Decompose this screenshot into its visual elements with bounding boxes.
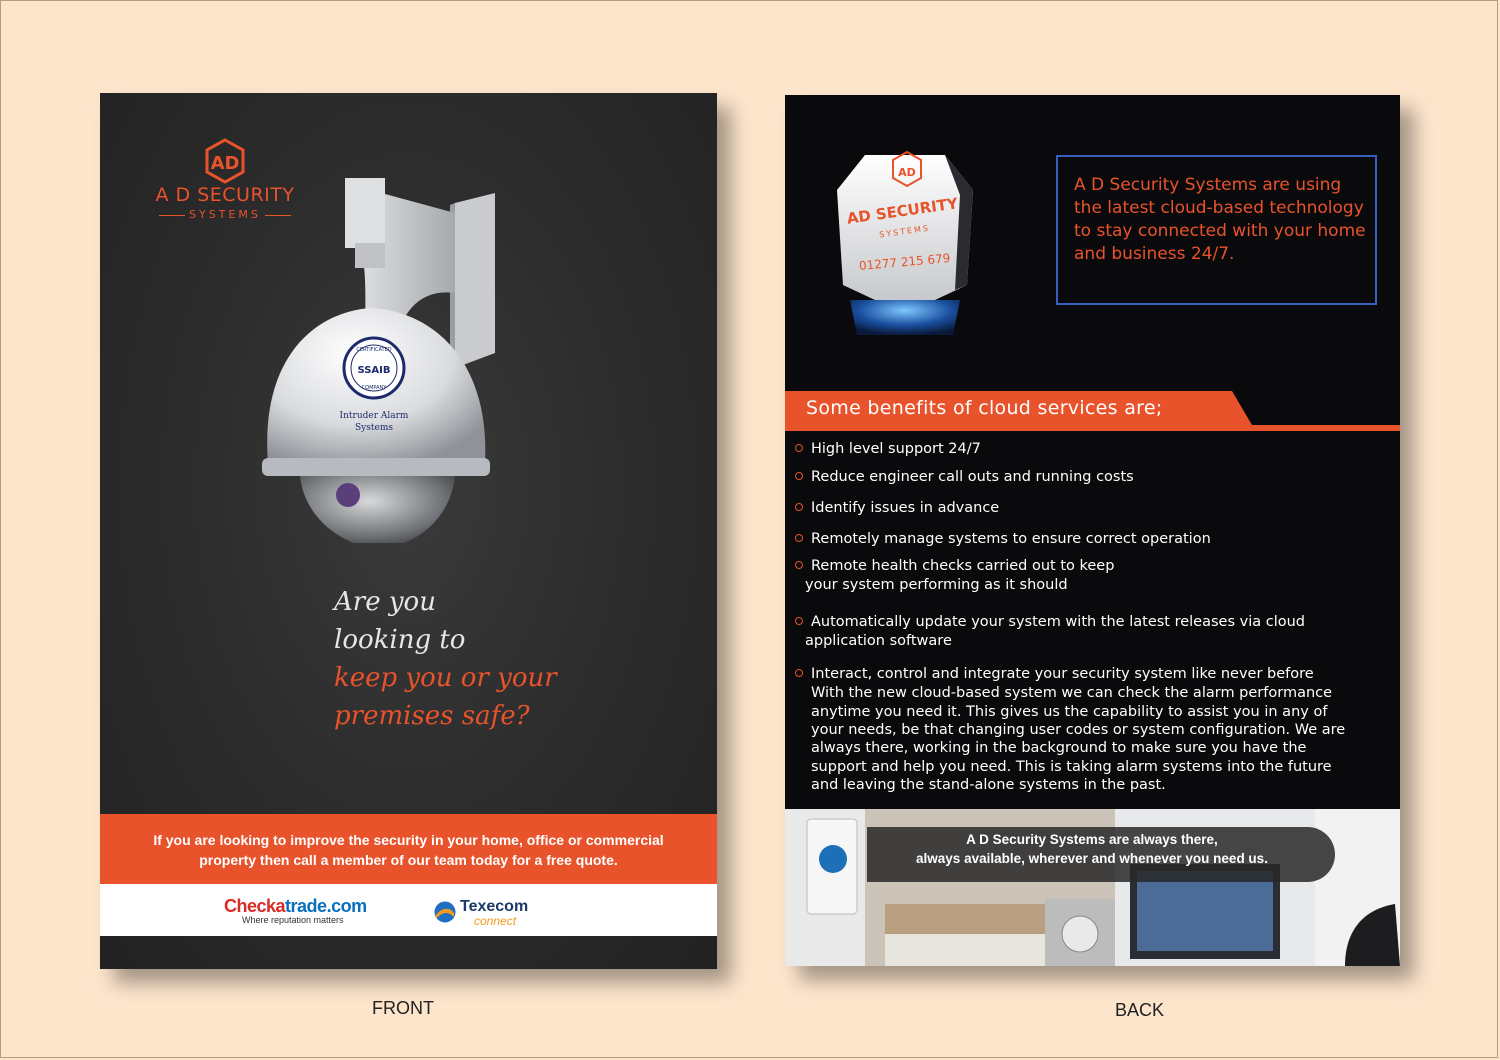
alarm-siren-image xyxy=(835,150,975,340)
list-item xyxy=(795,499,1385,518)
benefits-title: Some benefits of cloud services are; xyxy=(806,397,1163,419)
logo-subtitle: SYSTEMS xyxy=(155,208,295,221)
bullet-icon xyxy=(795,617,803,625)
siren-phone: 01277 215 679 xyxy=(858,251,951,273)
checkatrade-logo xyxy=(224,896,367,925)
back-label: BACK xyxy=(1115,1000,1165,1020)
benefit-text: Interact, control and integrate your security system like never before xyxy=(811,666,1314,682)
benefit-text: Automatically update your system with the latest releases via cloud xyxy=(811,614,1305,630)
front-label: FRONT xyxy=(372,998,434,1018)
badge-top-text: CERTIFICATED xyxy=(356,347,392,353)
list-item xyxy=(795,530,1385,549)
checkatrade-tagline: Where reputation matters xyxy=(242,915,344,925)
front-page xyxy=(100,93,717,969)
list-item-continuation: your system performing as it should xyxy=(805,577,1068,593)
list-item xyxy=(795,440,1385,459)
partner-logos-strip xyxy=(100,884,717,936)
siren-logo-name: AD SECURITY xyxy=(845,194,959,228)
logo-name: A D SECURITY xyxy=(155,184,295,206)
benefit-text: Remote health checks carried out to keep xyxy=(811,558,1115,574)
list-item xyxy=(795,557,1385,576)
list-item xyxy=(795,613,1385,632)
benefit-text: High level support 24/7 xyxy=(811,441,981,457)
texecom-name: Texecom xyxy=(460,898,529,915)
list-item xyxy=(795,665,1385,684)
headline-line-2: looking to xyxy=(334,625,466,655)
benefit-text: Reduce engineer call outs and running costs xyxy=(811,469,1134,485)
call-to-action-band xyxy=(100,814,717,884)
bullet-icon xyxy=(795,503,803,511)
checkatrade-name-b: trade.com xyxy=(285,896,367,916)
bullet-icon xyxy=(795,534,803,542)
bullet-icon xyxy=(795,561,803,569)
paragraph-line: and leaving the stand-alone systems in the past. xyxy=(811,777,1166,793)
camera-caption-2: Systems xyxy=(355,423,393,433)
checkatrade-name-a: Checka xyxy=(224,896,286,916)
camera-caption-1: Intruder Alarm xyxy=(339,411,409,421)
cta-line-1: If you are looking to improve the security in your home, office or commercial xyxy=(153,832,664,848)
badge-mid-text: SSAIB xyxy=(357,365,391,376)
badge-bottom-text: COMPANY xyxy=(361,385,387,391)
cta-line-2: property then call a member of our team today for a free quote. xyxy=(199,852,618,868)
siren-logo-sub: SYSTEMS xyxy=(878,223,931,240)
call-to-action-text xyxy=(120,830,697,870)
paragraph-line: support and help you need. This is taking alarm systems into the future xyxy=(811,759,1332,775)
headline-line-3: keep you or your xyxy=(334,663,557,693)
svg-text:AD: AD xyxy=(210,153,240,174)
back-page xyxy=(785,95,1400,966)
photo-line-2: always available, wherever and whenever you need us. xyxy=(916,851,1268,866)
headline-line-1: Are you xyxy=(334,587,436,617)
dome-camera-image xyxy=(250,173,510,543)
paragraph-line: anytime you need it. This gives us the capability to assist you in any of xyxy=(811,704,1328,720)
paragraph-line: always there, working in the background to make sure you have the xyxy=(811,740,1307,756)
texecom-logo xyxy=(432,896,542,928)
benefit-text: Remotely manage systems to ensure correct operation xyxy=(811,531,1211,547)
headline xyxy=(334,583,694,735)
intro-text: A D Security Systems are using the latest cloud-based technology to stay connected with your home and business 24/7. xyxy=(1074,175,1366,264)
paragraph-line: With the new cloud-based system we can check the alarm performance xyxy=(811,685,1333,701)
intro-box xyxy=(1056,155,1377,305)
paragraph-line: your needs, be that changing user codes or system configuration. We are xyxy=(811,722,1346,738)
headline-line-4: premises safe? xyxy=(334,701,530,731)
texecom-sub: connect xyxy=(474,914,517,928)
bullet-icon xyxy=(795,472,803,480)
texecom-globe-icon xyxy=(432,899,458,925)
bullet-icon xyxy=(795,444,803,452)
photo-banner-text xyxy=(867,830,1317,868)
list-item-continuation: application software xyxy=(805,633,952,649)
photo-line-1: A D Security Systems are always there, xyxy=(966,832,1218,847)
svg-text:AD: AD xyxy=(898,166,916,179)
list-item xyxy=(795,468,1385,487)
bullet-icon xyxy=(795,669,803,677)
benefit-text: Identify issues in advance xyxy=(811,500,1000,516)
